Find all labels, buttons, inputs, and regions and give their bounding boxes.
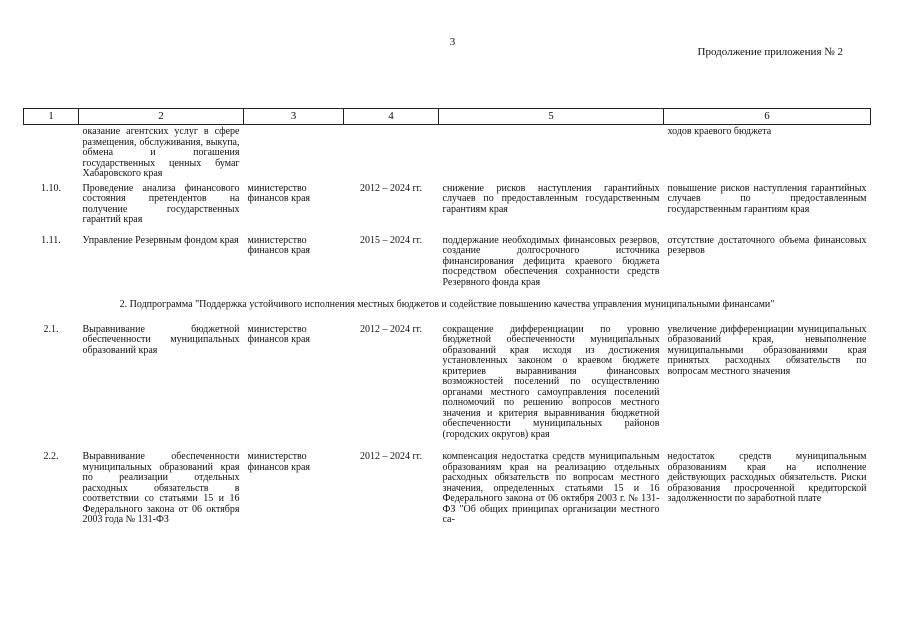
- column-header-6: 6: [664, 109, 871, 125]
- page-number: 3: [449, 36, 456, 48]
- table-row: [24, 442, 871, 528]
- expected-result-cell: снижение рисков наступления гарантийных случаев по предоставленным государственным гарантиям края: [442, 182, 660, 215]
- column-header-1: 1: [24, 109, 79, 125]
- row-number: 1.10.: [41, 182, 61, 194]
- appendix-continuation-note: Продолжение приложения № 2: [697, 46, 843, 58]
- event-cell: Выравнивание бюджетной обеспеченности муниципальных образований края: [82, 323, 240, 356]
- expected-result-cell: поддержание необходимых финансовых резервов, создание долгосрочного источника финансирования дефицита краевого бюджета посредством обеспечения сохранности средств Резервного фонда края: [442, 234, 660, 288]
- row-number: [24, 125, 79, 182]
- row-number: 2.2.: [43, 451, 59, 462]
- expected-result-cell: компенсация недостатка средств муниципальным образованиям края на реализацию отдельных расходных обязательств по вопросам местного значения, определенных статьями 15 и 16 Федерального закона от 06 октября 2003 г. № 131-ФЗ "Об общих принципах организации местного са-: [442, 451, 660, 525]
- section-heading-row: [24, 290, 871, 319]
- column-header-3: 3: [244, 109, 344, 125]
- column-number-header-row: [24, 109, 871, 125]
- column-header-2: 2: [79, 109, 244, 125]
- program-measures-table: [23, 108, 871, 528]
- consequence-cell: ходов краевого бюджета: [667, 126, 772, 137]
- table-row: [24, 228, 871, 291]
- event-cell: Управление Резервным фондом края: [82, 234, 239, 246]
- column-header-5: 5: [439, 109, 664, 125]
- event-cell: Выравнивание обеспеченности муниципальных образований края по реализации отдельных расходных обязательств в соответствии со статьями 15 и 16 Федерального закона от 06 октября 2003 года № 131-ФЗ: [82, 451, 240, 525]
- event-cell: оказание агентских услуг в сфере размещения, обслуживания, выкупа, обмена и погашения государственных ценных бумаг Хабаровского края: [82, 126, 240, 179]
- subprogram-heading: 2. Подпрограмма "Поддержка устойчивого исполнения местных бюджетов и содействие повышению качества управления муниципальными финансами": [119, 299, 775, 310]
- column-header-4: 4: [344, 109, 439, 125]
- years-cell: 2012 – 2024 гг.: [359, 451, 423, 462]
- executor-cell: министерство финансов края: [247, 451, 311, 473]
- executor-cell: министерство финансов края: [247, 234, 311, 256]
- years-cell: 2012 – 2024 гг.: [359, 182, 423, 194]
- years-cell: [344, 125, 439, 182]
- executor-cell: [244, 125, 344, 182]
- executor-cell: министерство финансов края: [247, 182, 311, 204]
- table-row: [24, 319, 871, 443]
- consequence-cell: отсутствие достаточного объема финансовых резервов: [667, 234, 867, 256]
- table-row-continuation: [24, 125, 871, 182]
- expected-result-cell: сокращение дифференциации по уровню бюджетной обеспеченности муниципальных образований края исходя из достижения установленных законом о краевом бюджете критериев выравнивания финансовых возможностей поселений по осуществлению органами местного самоуправления поселений полномочий по решению вопросов местного значения и критерия выравнивания бюджетной обеспеченности муниципальных районов (городских округов) края: [442, 323, 660, 440]
- executor-cell: министерство финансов края: [247, 323, 311, 345]
- row-number: 1.11.: [41, 234, 61, 246]
- consequence-cell: недостаток средств муниципальным образованиям края на исполнение действующих расходных обязательств. Риски образования просроченной кредиторской задолженности по заработной плате: [667, 451, 867, 504]
- table-row: [24, 182, 871, 228]
- consequence-cell: повышение рисков наступления гарантийных случаев по предоставленным государственным гарантиям края: [667, 182, 867, 215]
- years-cell: 2015 – 2024 гг.: [359, 234, 423, 246]
- expected-result-cell: [439, 125, 664, 182]
- row-number: 2.1.: [43, 323, 59, 335]
- event-cell: Проведение анализа финансового состояния претендентов на получение государственных гарантий края: [82, 182, 240, 225]
- years-cell: 2012 – 2024 гг.: [359, 323, 423, 335]
- consequence-cell: увеличение дифференциации муниципальных образований края, невыполнение муниципальными образованиями края принятых расходных обязательств по вопросам местного значения: [667, 323, 867, 377]
